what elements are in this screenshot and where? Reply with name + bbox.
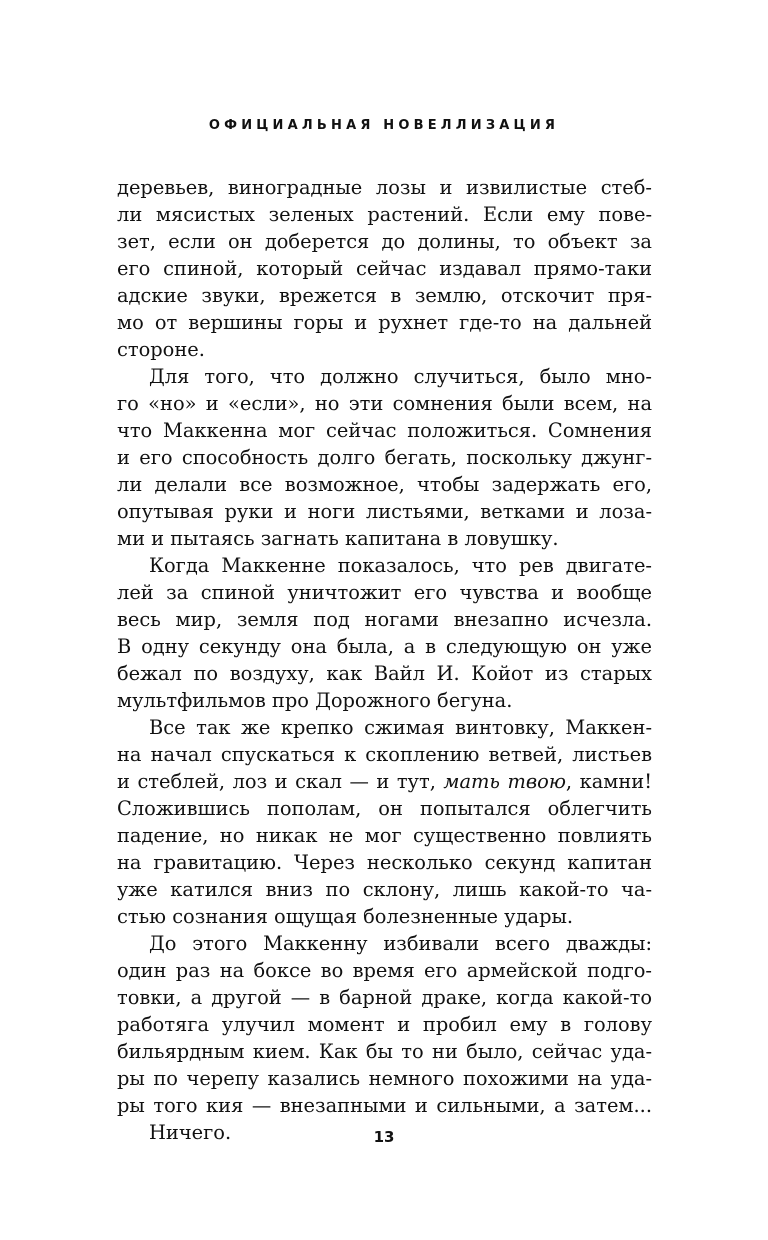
paragraph-5 (117, 930, 652, 1119)
text-line: Все так же крепко сжимая винтовку, Маккен- (149, 716, 652, 739)
text-line: работяга улучил момент и пробил ему в голову (117, 1013, 652, 1036)
text-line: его спиной, который сейчас издавал прямо-таки (117, 257, 652, 280)
text-line: и стеблей, лоз и скал — и тут, мать твою, камни! (117, 770, 653, 793)
text-line: мультфильмов про Дорожного бегуна. (117, 689, 513, 712)
text-line: ми и пытаясь загнать капитана в ловушку. (117, 527, 559, 550)
text-line: стороне. (117, 338, 205, 361)
text-line: и его способность долго бегать, поскольку джунг- (117, 446, 652, 469)
text-line: адские звуки, врежется в землю, отскочит пря- (117, 284, 652, 307)
text-line: ли делали все возможное, чтобы задержать его, (117, 473, 652, 496)
text-line: зет, если он доберется до долины, то объект за (117, 230, 652, 253)
text-line: ры по черепу казались немного похожими на уда- (117, 1067, 652, 1090)
text-line: уже катился вниз по склону, лишь какой-то ча- (117, 878, 652, 901)
text-line: на гравитацию. Через несколько секунд капитан (117, 851, 652, 874)
text-line: мо от вершины горы и рухнет где-то на дальней (117, 311, 652, 334)
text-line: бежал по воздуху, как Вайл И. Койот из старых (117, 662, 652, 685)
text-line: ры того кия — внезапными и сильными, а затем... (117, 1094, 652, 1117)
text-line: го «но» и «если», но эти сомнения были всем, на (117, 392, 652, 415)
text-line: весь мир, земля под ногами внезапно исчезла. (117, 608, 652, 631)
text-line: что Маккенна мог сейчас положиться. Сомнения (117, 419, 652, 442)
text-line: Ничего. (149, 1121, 232, 1144)
paragraph-3 (117, 552, 652, 714)
text-line: падение, но никак не мог существенно повлиять (117, 824, 652, 847)
text-line: бильярдным кием. Как бы то ни было, сейчас уда- (117, 1040, 652, 1063)
text-line: Для того, что должно случиться, было мно- (149, 365, 652, 388)
text-line: В одну секунду она была, а в следующую он уже (117, 635, 652, 658)
body-text (117, 174, 652, 1146)
text-line: До этого Маккенну избивали всего дважды: (149, 932, 652, 955)
text-line: деревьев, виноградные лозы и извилистые стеб- (117, 176, 652, 199)
text-line: Когда Маккенне показалось, что рев двигате- (149, 554, 652, 577)
text-line: лей за спиной уничтожит его чувства и вообще (117, 581, 652, 604)
page-number: 13 (373, 1128, 395, 1146)
text-line: один раз на боксе во время его армейской подго- (117, 959, 652, 982)
text-line: опутывая руки и ноги листьями, ветками и лоза- (117, 500, 652, 523)
paragraph-2 (117, 363, 652, 552)
running-header: ОФИЦИАЛЬНАЯ НОВЕЛЛИЗАЦИЯ (208, 118, 560, 133)
text-line: товки, а другой — в барной драке, когда какой-то (117, 986, 652, 1009)
paragraph-4 (117, 714, 652, 930)
text-line: стью сознания ощущая болезненные удары. (117, 905, 574, 928)
text-line: на начал спускаться к скоплению ветвей, листьев (117, 743, 652, 766)
text-line: Сложившись пополам, он попытался облегчить (117, 797, 652, 820)
text-line: ли мясистых зеленых растений. Если ему пове- (117, 203, 652, 226)
paragraph-1 (117, 174, 652, 363)
